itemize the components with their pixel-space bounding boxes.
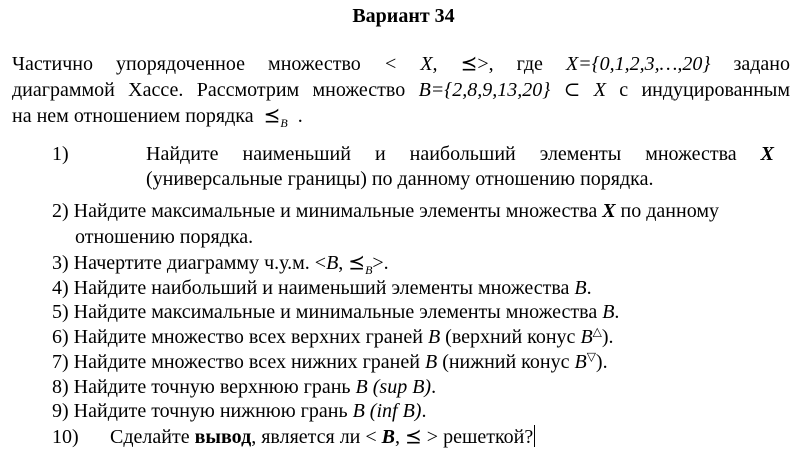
task-8: 8) Найдите точную верхнюю грань B (sup B). [52, 376, 437, 398]
task-5: 5) Найдите максимальные и минимальные элементы множества B. [52, 301, 620, 323]
text-cursor [534, 425, 535, 447]
task-4: 4) Найдите наибольший и наименьший элементы множества B. [52, 277, 592, 299]
intro-line-1: Частично упорядоченное множество < X, ⪯>, где X={0,1,2,3,…,20} задано [12, 53, 791, 75]
task-7: 7) Найдите множество всех нижних граней B (нижний конус B▽). [52, 349, 608, 373]
page-title: Вариант 34 [352, 5, 455, 27]
task-1-number: 1) [52, 143, 69, 165]
task-3: 3) Начертите диаграмму ч.у.м. <B, $⪯_B>$. [52, 252, 389, 277]
intro-line-2: диаграммой Хассе. Рассмотрим множество B={2,8,9,13,20} ⊂ X с индуцированным [12, 79, 790, 101]
task-10-number: 10) [52, 426, 79, 448]
task-2-line-1: 2) Найдите максимальные и минимальные элементы множества X по данному [52, 200, 719, 222]
task-1-line-1: Найдите наименьший и наибольший элементы множества X [146, 143, 775, 165]
task-9: 9) Найдите точную нижнюю грань B (inf B). [52, 400, 427, 422]
task-2-line-2: отношению порядка. [75, 226, 254, 248]
intro-line-3: на нем отношением порядка $⪯_B$ . [12, 105, 303, 130]
task-10: Сделайте вывод, является ли < B, ⪯ > решеткой? [110, 426, 534, 448]
task-1-line-2: (универсальные границы) по данному отношению порядка. [146, 168, 654, 190]
task-6: 6) Найдите множество всех верхних граней B (верхний конус B△). [52, 324, 614, 348]
